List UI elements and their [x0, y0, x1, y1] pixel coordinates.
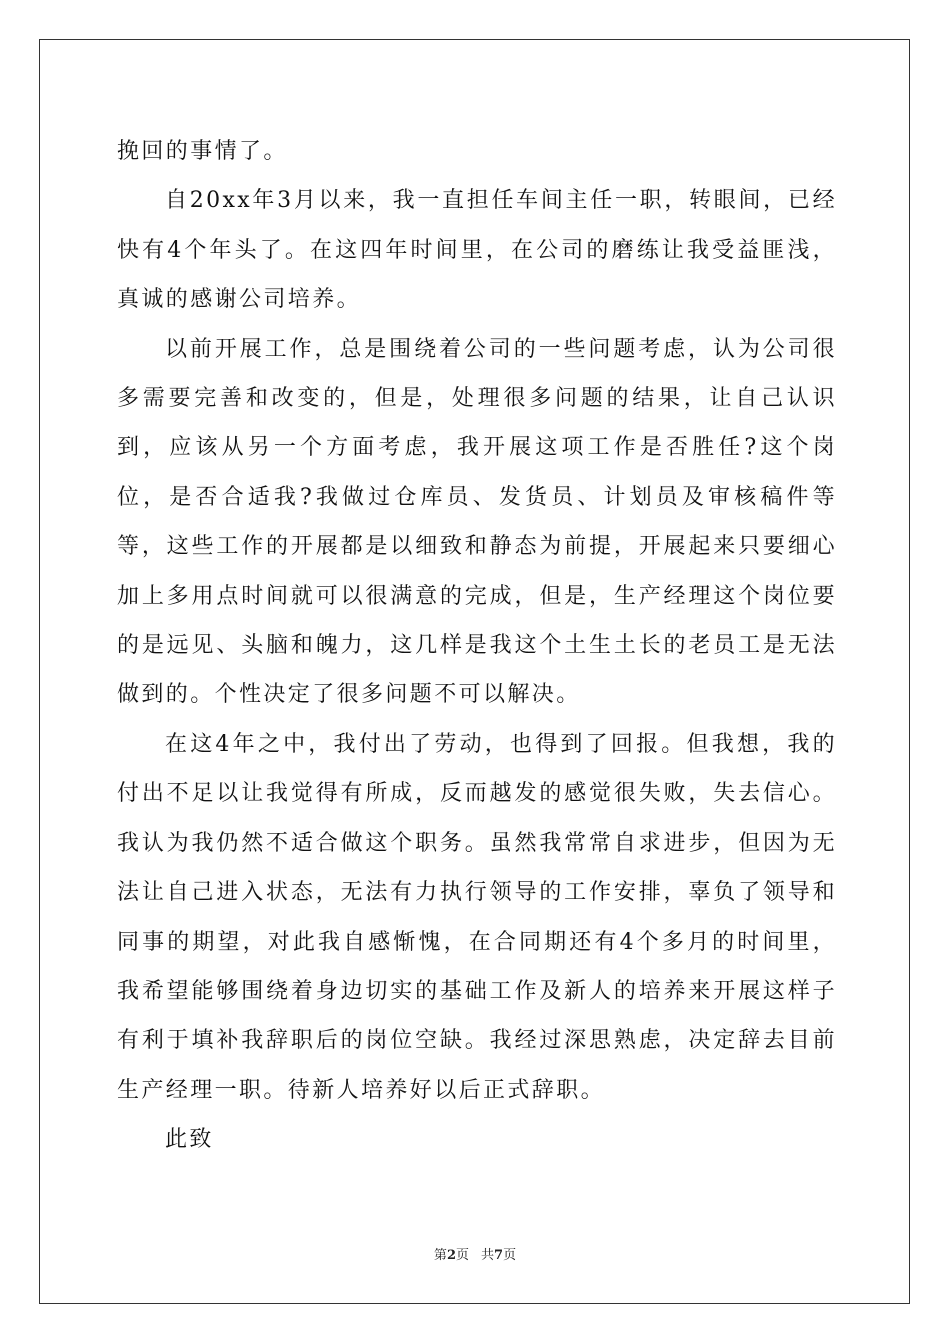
paragraph-3: 以前开展工作，总是围绕着公司的一些问题考虑，认为公司很多需要完善和改变的，但是，处理很多问题的结果，让自己认识到，应该从另一个方面考虑，我开展这项工作是否胜任?这个岗位，是否合适我?我做过仓库员、发货员、计划员及审核稿件等等，这些工作的开展都是以细致和静态为前提，开展起来只要细心加上多用点时间就可以很满意的完成，但是，生产经理这个岗位要的是远见、头脑和魄力，这几样是我这个土生土长的老员工是无法做到的。个性决定了很多问题不可以解决。 — [117, 336, 837, 708]
closing-salutation: 此致 — [165, 1127, 214, 1153]
footer-page-suffix: 页 — [455, 1248, 469, 1263]
page-footer — [0, 1248, 950, 1264]
footer-total-suffix: 页 — [503, 1248, 517, 1263]
footer-page-number: 2 — [446, 1248, 456, 1263]
paragraph-1: 挽回的事情了。 — [117, 139, 288, 164]
footer-page-prefix: 第 — [433, 1248, 447, 1263]
document-body — [117, 127, 837, 1165]
footer-total-pages: 7 — [494, 1248, 504, 1263]
paragraph-2: 自20xx年3月以来，我一直担任车间主任一职，转眼间，已经快有4个年头了。在这四年时间里，在公司的磨练让我受益匪浅，真诚的感谢公司培养。 — [117, 188, 837, 313]
paragraph-4: 在这4年之中，我付出了劳动，也得到了回报。但我想，我的付出不足以让我觉得有所成，反而越发的感觉很失败，失去信心。我认为我仍然不适合做这个职务。虽然我常常自求进步，但因为无法让自己进入状态，无法有力执行领导的工作安排，辜负了领导和同事的期望，对此我自感惭愧，在合同期还有4个多月的时间里，我希望能够围绕着身边切实的基础工作及新人的培养来开展这样子有利于填补我辞职后的岗位空缺。我经过深思熟虑，决定辞去目前生产经理一职。待新人培养好以后正式辞职。 — [117, 731, 837, 1103]
footer-total-prefix: 共 — [481, 1248, 495, 1263]
